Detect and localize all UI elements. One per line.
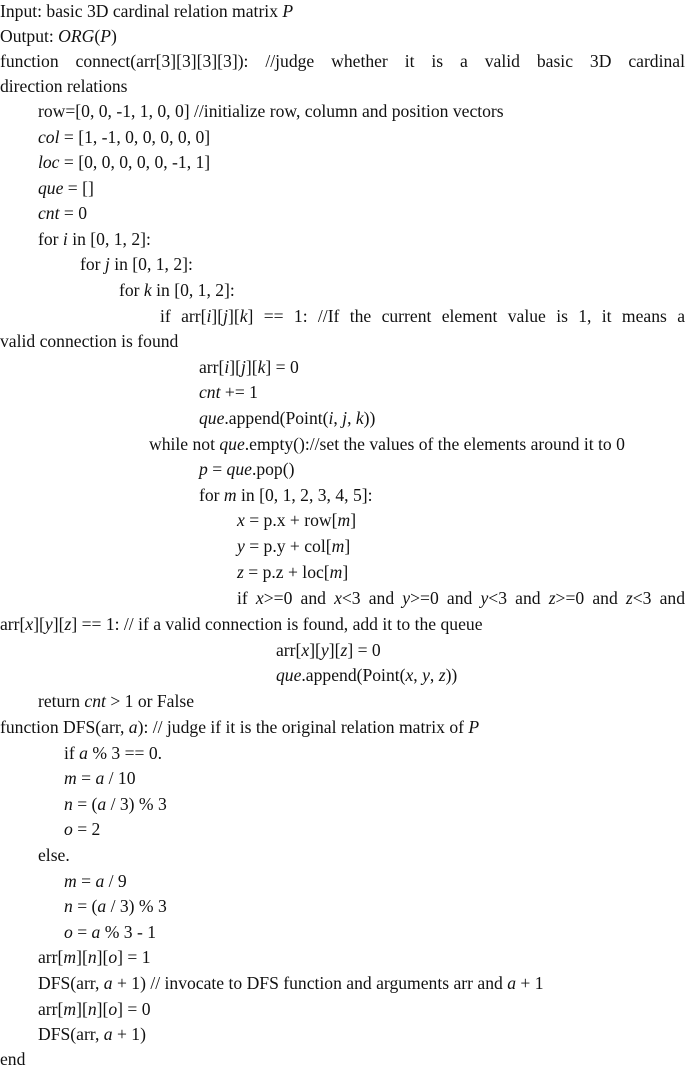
dfs-m9-line: m = a / 9	[64, 871, 127, 891]
for-m-line: for m in [0, 1, 2, 3, 4, 5]:	[199, 485, 373, 505]
que-init-line	[38, 178, 94, 198]
output-paren-close: )	[110, 26, 117, 46]
output-var: P	[100, 26, 111, 46]
cnt-var: cnt	[38, 203, 60, 223]
dfs-na-line: n = (a / 3) % 3	[64, 794, 167, 814]
for-i-line: for i in [0, 1, 2]:	[38, 229, 151, 249]
dfs-set-zero-line: arr[m][n][o] = 0	[38, 999, 151, 1019]
input-label: Input: basic 3D cardinal relation matrix	[0, 1, 283, 21]
dfs-signature-line: function DFS(arr, a): // judge if it is the original relation matrix of P	[0, 717, 480, 737]
que-append-line: que.append(Point(i, j, k))	[199, 408, 376, 428]
output-paren-open: (	[94, 26, 101, 46]
cnt-val: = 0	[59, 203, 88, 223]
que-val: = []	[63, 178, 94, 198]
col-init-line	[38, 127, 210, 147]
dfs-call-b-line: DFS(arr, a + 1)	[38, 1024, 146, 1044]
if-arr-line1: if arr[i][j][k] == 1: //If the current element value is 1, it means a	[160, 306, 685, 326]
set-zero-line: arr[i][j][k] = 0	[199, 357, 299, 377]
dfs-m10-line: m = a / 10	[64, 768, 136, 788]
row-init-line: row=[0, 0, -1, 1, 0, 0] //initialize row, column and position vectors	[38, 101, 504, 121]
if-bounds-line2: arr[x][y][z] == 1: // if a valid connection is found, add it to the queue	[0, 614, 483, 634]
output-func: ORG	[58, 26, 95, 46]
loc-var: loc	[38, 152, 60, 172]
dfs-if-line: if a % 3 == 0.	[64, 743, 163, 763]
output-line	[0, 26, 117, 46]
que-append-xyz-line: que.append(Point(x, y, z))	[276, 665, 458, 685]
dfs-ob-line: o = a % 3 - 1	[64, 922, 157, 942]
col-var: col	[38, 127, 60, 147]
dfs-call-a-line: DFS(arr, a + 1) // invocate to DFS function and arguments arr and a + 1	[38, 973, 544, 993]
dfs-set-one-line: arr[m][n][o] = 1	[38, 947, 151, 967]
cnt-inc-line: cnt += 1	[199, 382, 258, 402]
input-var: P	[282, 1, 294, 21]
loc-init-line	[38, 152, 210, 172]
for-j-line: for j in [0, 1, 2]:	[80, 254, 193, 274]
loc-val: = [0, 0, 0, 0, 0, -1, 1]	[59, 152, 211, 172]
input-line	[0, 1, 293, 21]
while-line: while not que.empty()://set the values of the elements around it to 0	[149, 434, 625, 454]
dfs-nb-line: n = (a / 3) % 3	[64, 896, 167, 916]
dfs-else-line: else.	[38, 845, 70, 865]
cnt-init-line	[38, 203, 87, 223]
end-line: end	[0, 1049, 26, 1069]
for-k-line: for k in [0, 1, 2]:	[119, 280, 235, 300]
dfs-o2-line: o = 2	[64, 819, 101, 839]
connect-signature-line2: direction relations	[0, 76, 128, 96]
z-line: z = p.z + loc[m]	[237, 562, 349, 582]
connect-signature-line1: function connect(arr[3][3][3][3]): //judge whether it is a valid basic 3D cardinal	[0, 51, 685, 71]
y-line: y = p.y + col[m]	[237, 536, 351, 556]
if-bounds-line1: if x>=0 and x<3 and y>=0 and y<3 and z>=0 and z<3 and	[237, 588, 685, 608]
col-val: = [1, -1, 0, 0, 0, 0, 0]	[59, 127, 211, 147]
set-xyz-zero-line: arr[x][y][z] = 0	[276, 640, 381, 660]
output-label: Output:	[0, 26, 59, 46]
pop-line: p = que.pop()	[199, 459, 295, 479]
return-line: return cnt > 1 or False	[38, 691, 195, 711]
que-var: que	[38, 178, 64, 198]
x-line: x = p.x + row[m]	[237, 510, 357, 530]
if-arr-line2: valid connection is found	[0, 331, 179, 351]
